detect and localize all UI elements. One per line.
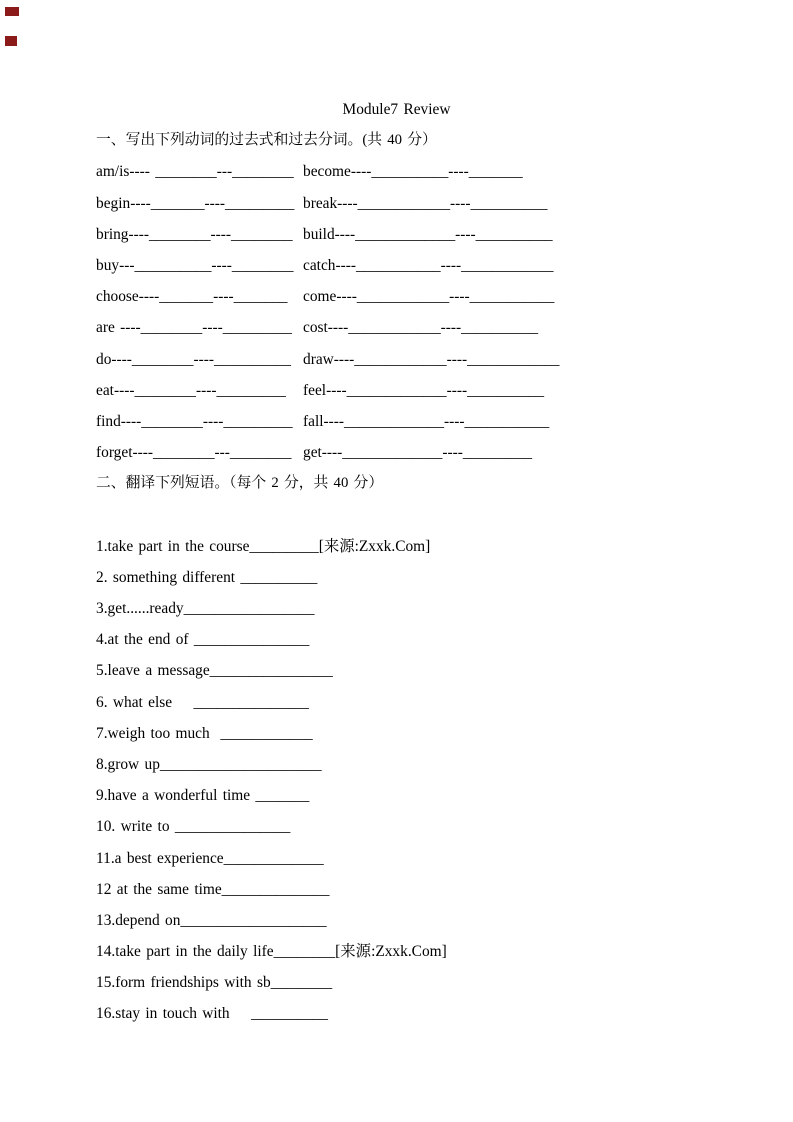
verb-blank-left: begin----_______----_________ [96, 194, 295, 212]
verb-row [96, 281, 733, 312]
verb-blank-right: break----____________----__________ [303, 194, 548, 212]
phrase-item: 4.at the end of _______________ [96, 631, 310, 649]
red-artifact-mark [5, 7, 19, 16]
verb-row [96, 437, 733, 468]
verb-row [96, 188, 733, 219]
phrase-item: 14.take part in the daily life________[来源:Zxxk.Com] [96, 943, 447, 961]
section2-heading: 二、翻译下列短语。（每个 2 分，共 40 分） [96, 475, 384, 492]
verb-row [96, 219, 733, 250]
verb-blank-left: forget----________---________ [96, 444, 292, 462]
section1-heading: 一、写出下列动词的过去式和过去分词。(共 40 分） [96, 132, 437, 149]
phrase-item: 15.form friendships with sb________ [96, 974, 333, 992]
phrase-item: 9.have a wonderful time _______ [96, 787, 310, 805]
verb-row [96, 250, 733, 281]
phrase-item: 3.get......ready_________________ [96, 600, 315, 617]
verb-blank-left: choose----_______----_______ [96, 288, 288, 306]
verb-blank-left: find----________----_________ [96, 412, 293, 430]
phrase-item: 6. what else _______________ [96, 693, 309, 711]
phrase-item: 5.leave a message________________ [96, 662, 333, 680]
verb-blank-left: do----________----__________ [96, 350, 291, 368]
phrase-item: 16.stay in touch with __________ [96, 1005, 328, 1023]
verb-row [96, 406, 733, 437]
verb-blank-left: am/is---- ________---________ [96, 163, 294, 181]
verb-row [96, 156, 733, 187]
spacer-line [96, 499, 733, 530]
page-title: Module7 Review [342, 101, 451, 118]
verb-blank-right: catch----___________----____________ [303, 256, 554, 274]
phrase-item: 11.a best experience_____________ [96, 849, 324, 867]
verb-row [96, 344, 733, 375]
verb-blank-right: cost----____________----__________ [303, 319, 539, 337]
verb-blank-right: get----_____________----_________ [303, 444, 533, 462]
verb-row [96, 312, 733, 343]
red-artifact-mark [5, 36, 17, 46]
phrase-item: 8.grow up_____________________ [96, 755, 322, 773]
verb-blank-right: build----_____________----__________ [303, 225, 553, 243]
phrase-item: 13.depend on___________________ [96, 911, 327, 929]
verb-blank-left: buy---__________----________ [96, 256, 294, 274]
verb-blank-right: become----__________----_______ [303, 163, 523, 181]
phrase-item: 10. write to _______________ [96, 818, 291, 836]
verb-blank-left: bring----________----________ [96, 225, 293, 243]
phrase-item: 12 at the same time______________ [96, 880, 330, 898]
phrase-item: 1.take part in the course_________[来源:Zxxk.Com] [96, 537, 431, 555]
verb-blank-right: fall----_____________----___________ [303, 412, 550, 430]
phrase-item: 2. something different __________ [96, 568, 318, 586]
verb-blank-right: draw----____________----____________ [303, 350, 560, 368]
verb-blank-right: come----____________----___________ [303, 288, 555, 306]
verb-blank-left: eat----________----_________ [96, 381, 286, 399]
verb-blank-right: feel----_____________----__________ [303, 381, 545, 399]
verb-blank-left: are ----________----_________ [96, 319, 292, 337]
phrase-item: 7.weigh too much ____________ [96, 724, 313, 742]
verb-row [96, 375, 733, 406]
